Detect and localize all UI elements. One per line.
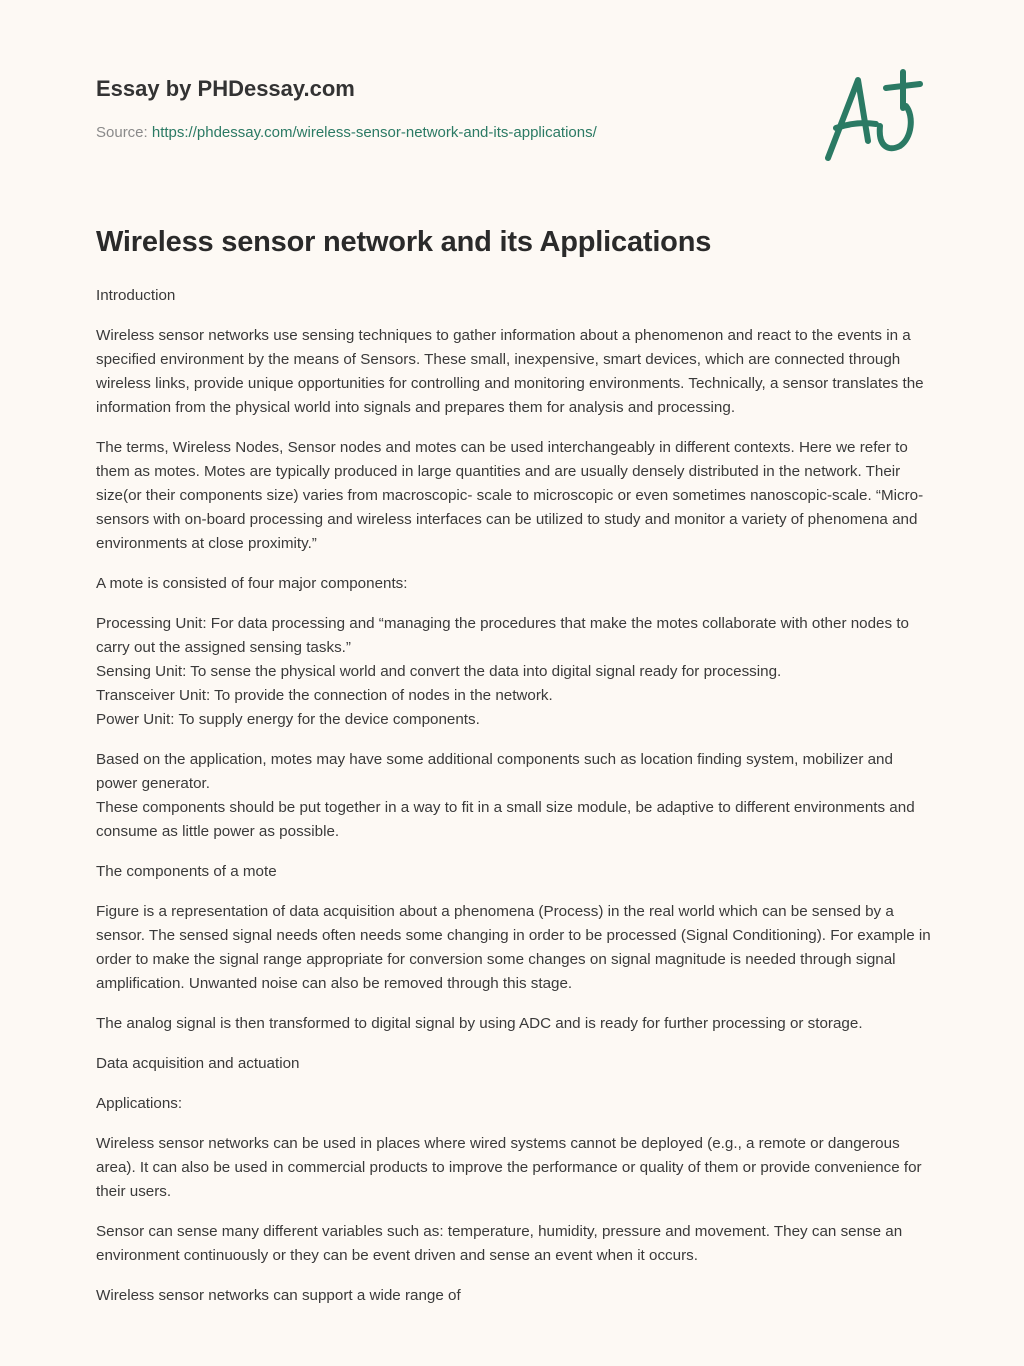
source-line [96,124,597,141]
paragraph: Wireless sensor networks can support a wide range of [96,1287,461,1304]
paragraph: Wireless sensor networks can be used in places where wired systems cannot be deployed (e.g., a remote or dangerous area). It can also be used in commercial products to improve the performance or quality of them or provide convenience for their users. [96,1135,922,1200]
source-link[interactable]: https://phdessay.com/wireless-sensor-network-and-its-applications/ [151,124,597,141]
paragraph: Wireless sensor networks use sensing techniques to gather information about a phenomenon and react to the events in a specified environment by the means of Sensors. These small, inexpensive, smart devices, which are connected through wireless links, provide unique opportunities for controlling and monitoring environments. Technically, a sensor translates the information from the physical world into signals and prepares them for analysis and processing. [96,327,924,416]
list-line: Sensing Unit: To sense the physical world and convert the data into digital signal ready for processing. [96,663,782,680]
site-title: Essay by PHDessay.com [96,76,355,101]
list-line: Power Unit: To supply energy for the device components. [96,711,480,728]
list-line: Processing Unit: For data processing and “managing the procedures that make the motes collaborate with other nodes to carry out the assigned sensing tasks.” [96,615,909,656]
paragraph: A mote is consisted of four major components: [96,575,408,592]
paragraph [96,748,932,844]
paragraph: The analog signal is then transformed to digital signal by using ADC and is ready for further processing or storage. [96,1015,863,1032]
paragraph: Data acquisition and actuation [96,1055,300,1072]
essay-title: Wireless sensor network and its Applications [96,226,712,258]
paragraph-line: Based on the application, motes may have some additional components such as location finding system, mobilizer and power generator. [96,751,893,792]
paragraph: The components of a mote [96,863,277,880]
source-label: Source: [96,124,148,141]
paragraph: Sensor can sense many different variables such as: temperature, humidity, pressure and movement. They can sense an environment continuously or they can be event driven and sense an event when it occurs. [96,1223,903,1264]
components-list [96,612,932,732]
paragraph: The terms, Wireless Nodes, Sensor nodes and motes can be used interchangeably in different contexts. Here we refer to them as motes. Motes are typically produced in large quantities and are usually densely distributed in the network. Their size(or their components size) varies from macroscopic- scale to microscopic or even sometimes nanoscopic-scale. “Micro-sensors with on-board processing and wireless interfaces can be utilized to study and monitor a variety of phenomena and environments at close proximity.” [96,439,924,552]
essay-body [96,284,932,1324]
paragraph-line: These components should be put together in a way to fit in a small size module, be adaptive to different environments and consume as little power as possible. [96,799,915,840]
paragraph: Figure is a representation of data acquisition about a phenomena (Process) in the real world which can be sensed by a sensor. The sensed signal needs often needs some changing in order to be processed (Signal Conditioning). For example in order to make the signal range appropriate for conversion some changes on signal magnitude is needed through signal amplification. Unwanted noise can also be removed through this stage. [96,903,931,992]
paragraph: Introduction [96,287,176,304]
paragraph: Applications: [96,1095,183,1112]
list-line: Transceiver Unit: To provide the connection of nodes in the network. [96,687,553,704]
a-plus-logo-icon [818,66,930,166]
